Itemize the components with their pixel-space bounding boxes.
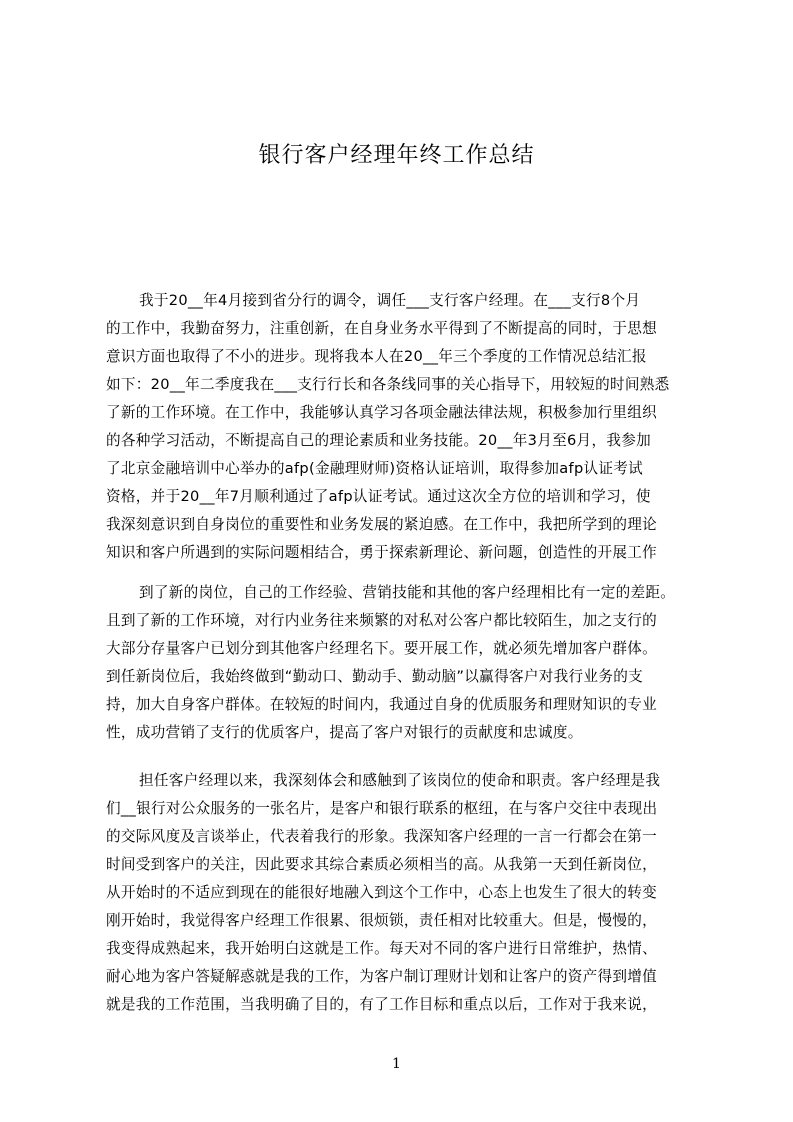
paragraph-line: 如下：20__年二季度我在___支行行长和各条线同事的关心指导下，用较短的时间熟悉 — [106, 376, 670, 393]
paragraph-line: 且到了新的工作环境，对行内业务往来频繁的对私对公客户都比较陌生，加之支行的 — [106, 612, 658, 629]
paragraph-line: 大部分存量客户已划分到其他客户经理名下。要开展工作，就必须先增加客户群体。 — [106, 640, 658, 657]
paragraph-line: 担任客户经理以来，我深刻体会和感触到了该岗位的使命和职责。客户经理是我 — [139, 772, 661, 789]
paragraph-line: 我于20__年4月接到省分行的调令，调任___支行客户经理。在___支行8个月 — [139, 292, 641, 309]
paragraph-line: 们__银行对公众服务的一张名片，是客户和银行联系的枢纽，在与客户交往中表现出 — [106, 800, 658, 817]
paragraph-1 — [106, 287, 696, 567]
paragraph-3 — [106, 767, 696, 1019]
paragraph-line: 从开始时的不适应到现在的能很好地融入到这个工作中，心态上也发生了很大的转变 — [106, 884, 658, 901]
paragraph-line: 的工作中，我勤奋努力，注重创新，在自身业务水平得到了不断提高的同时，于思想 — [106, 320, 658, 337]
document-title: 银行客户经理年终工作总结 — [258, 143, 535, 168]
paragraph-line: 的各种学习活动，不断提高自己的理论素质和业务技能。20__年3月至6月，我参加 — [106, 432, 652, 449]
paragraph-line: 的交际风度及言谈举止，代表着我行的形象。我深知客户经理的一言一行都会在第一 — [106, 828, 658, 845]
paragraph-line: 刚开始时，我觉得客户经理工作很累、很烦锁，责任相对比较重大。但是，慢慢的， — [106, 912, 658, 929]
paragraph-line: 资格，并于20__年7月顺利通过了afp认证考试。通过这次全方位的培训和学习，使 — [106, 488, 651, 505]
paragraph-line: 持，加大自身客户群体。在较短的时间内，我通过自身的优质服务和理财知识的专业 — [106, 696, 658, 713]
paragraph-line: 了新的工作环境。在工作中，我能够认真学习各项金融法律法规，积极参加行里组织 — [106, 404, 658, 421]
paragraph-line: 了北京金融培训中心举办的afp(金融理财师)资格认证培训，取得参加afp认证考试 — [106, 460, 644, 477]
paragraph-line: 时间受到客户的关注，因此要求其综合素质必须相当的高。从我第一天到任新岗位， — [106, 856, 658, 873]
paragraph-line: 性，成功营销了支行的优质客户，提高了客户对银行的贡献度和忠诚度。 — [106, 724, 583, 741]
paragraph-line: 知识和客户所遇到的实际问题相结合，勇于探索新理论、新问题，创造性的开展工作 — [106, 544, 658, 561]
paragraph-line: 意识方面也取得了不小的进步。现将我本人在20__年三个季度的工作情况总结汇报 — [106, 348, 647, 365]
paragraph-line: 我变得成熟起来，我开始明白这就是工作。每天对不同的客户进行日常维护，热情、 — [106, 940, 658, 957]
paragraph-line: 到了新的岗位，自己的工作经验、营销技能和其他的客户经理相比有一定的差距。 — [139, 584, 676, 601]
paragraph-2 — [106, 579, 696, 747]
paragraph-line: 到任新岗位后，我始终做到“勤动口、勤动手、勤动脑”以赢得客户对我行业务的支 — [106, 668, 644, 685]
paragraph-line: 耐心地为客户答疑解惑就是我的工作，为客户制订理财计划和让客户的资产得到增值 — [106, 968, 658, 985]
paragraph-line: 我深刻意识到自身岗位的重要性和业务发展的紧迫感。在工作中，我把所学到的理论 — [106, 516, 658, 533]
page-number: 1 — [392, 1056, 401, 1072]
paragraph-line: 就是我的工作范围，当我明确了目的，有了工作目标和重点以后，工作对于我来说， — [106, 996, 658, 1013]
